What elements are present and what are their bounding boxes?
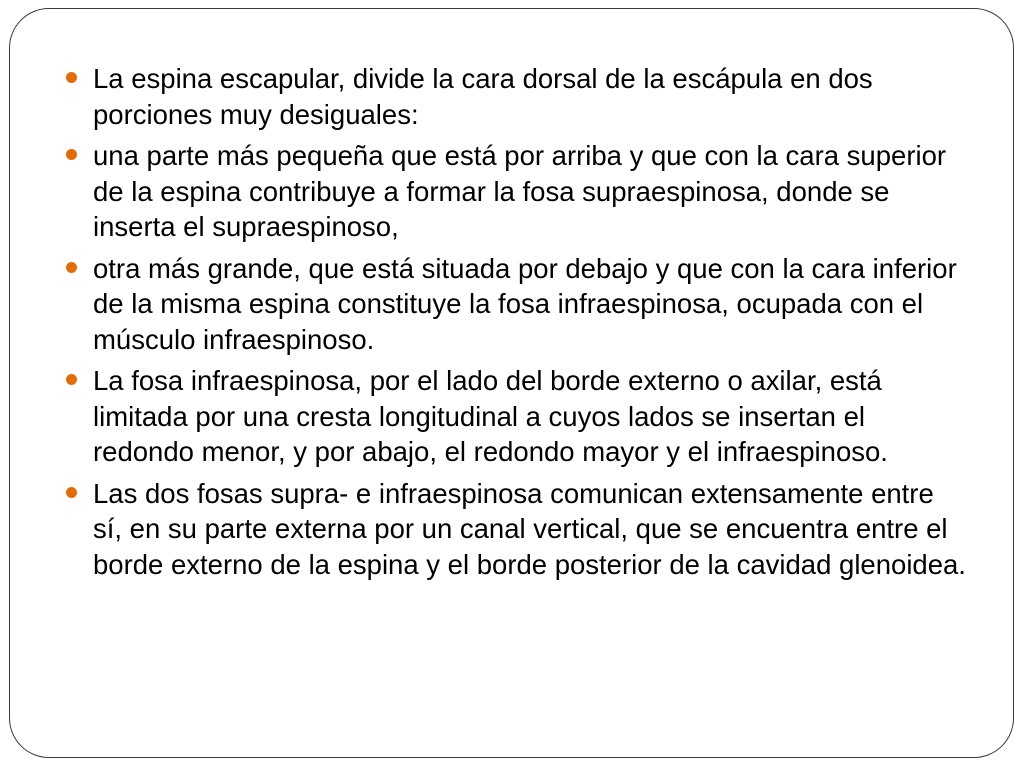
bullet-text: otra más grande, que está situada por debajo y que con la cara inferior de la misma espina constituye la fosa infraespinosa, ocupada con el músculo infraespinoso. [93,252,957,355]
bullet-item-2 [60,138,970,245]
bullet-text: una parte más pequeña que está por arriba y que con la cara superior de la espina contribuye a formar la fosa supraespinosa, donde se inserta el supraespinoso, [93,140,947,242]
bullet-item-5 [60,476,970,583]
bullet-dot-icon [66,262,77,273]
bullet-item-3 [60,251,970,358]
bullet-item-4 [60,363,970,470]
bullet-text: La fosa infraespinosa, por el lado del borde externo o axilar, está limitada por una cresta longitudinal a cuyos lados se insertan el redondo menor, y por abajo, el redondo mayor y el infraespinoso. [93,365,888,467]
slide-content [60,61,970,588]
bullet-item-1 [60,61,970,132]
bullet-list [60,61,970,582]
bullet-dot-icon [66,487,77,498]
bullet-dot-icon [66,374,77,385]
bullet-dot-icon [66,72,77,83]
bullet-text: La espina escapular, divide la cara dorsal de la escápula en dos porciones muy desiguales: [93,63,873,130]
bullet-dot-icon [66,149,77,160]
bullet-text: Las dos fosas supra- e infraespinosa comunican extensamente entre sí, en su parte externa por un canal vertical, que se encuentra entre el borde externo de la espina y el borde posterior de la cavidad glenoidea. [93,477,966,580]
